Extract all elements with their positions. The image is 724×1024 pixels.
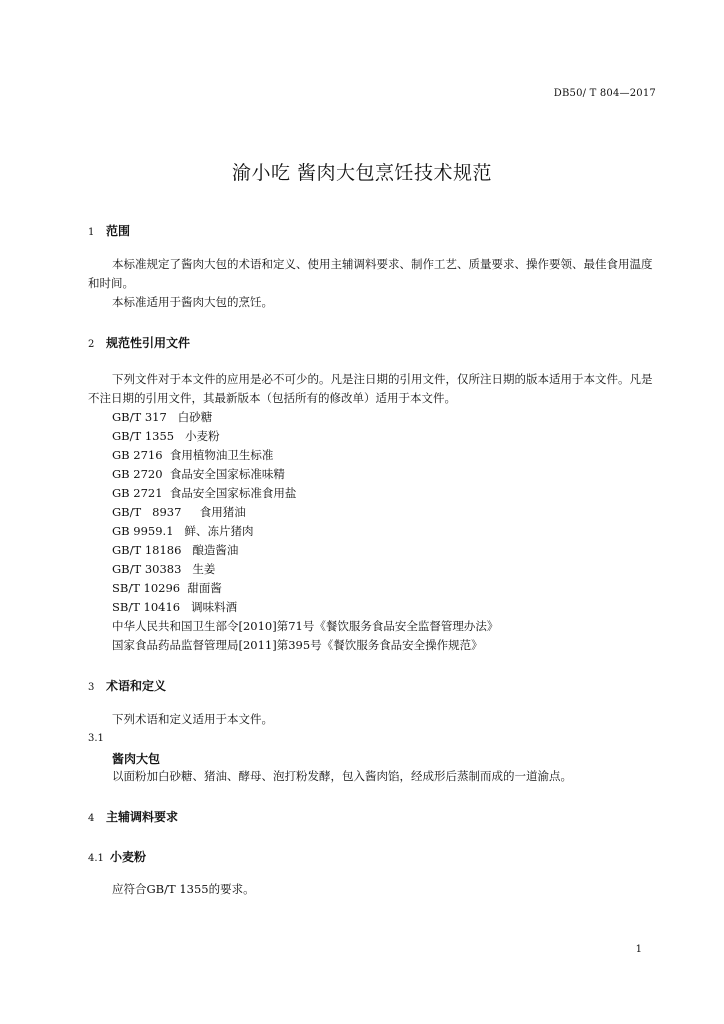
section-heading-3 [88, 677, 166, 694]
term-name: 酱肉大包 [112, 752, 161, 766]
normative-intro-paragraph [88, 370, 660, 408]
section-title: 主辅调料要求 [106, 810, 179, 824]
section-heading-2 [88, 334, 190, 351]
scope-paragraph-1 [88, 255, 660, 293]
reference-item: GB 2720 食品安全国家标准味精 [112, 467, 285, 481]
document-title: 渝小吃 酱肉大包烹饪技术规范 [231, 162, 493, 184]
document-code: DB50/ T 804—2017 [553, 88, 656, 99]
section-number: 2 [88, 339, 95, 350]
reference-item: GB/T 30383 生姜 [112, 562, 216, 576]
section-title: 范围 [106, 224, 131, 238]
terms-intro-paragraph [88, 710, 660, 729]
paragraph-text: 下列文件对于本文件的应用是必不可少的。凡是注日期的引用文件，仅所注日期的版本适用于本文件。凡是不注日期的引用文件，其最新版本（包括所有的修改单）适用于本文件。 [88, 372, 653, 405]
section-number: 3 [88, 682, 95, 693]
paragraph-text: 下列术语和定义适用于本文件。 [112, 712, 273, 726]
reference-item: SB/T 10416 调味料酒 [112, 600, 238, 614]
reference-item: GB/T 1355 小麦粉 [112, 429, 220, 443]
section-heading-4 [88, 808, 178, 825]
section-number: 1 [88, 227, 95, 238]
reference-item: SB/T 10296 甜面酱 [112, 581, 222, 595]
reference-item: GB/T 18186 酿造酱油 [112, 543, 239, 557]
section-title: 术语和定义 [106, 679, 167, 693]
subsection-heading-4-1 [88, 848, 146, 865]
scope-paragraph-2 [88, 293, 660, 312]
page-number: 1 [635, 944, 642, 955]
reference-item: GB/T 317 白砂糖 [112, 410, 213, 424]
paragraph-text: 应符合GB/T 1355的要求。 [112, 882, 255, 896]
term-definition: 以面粉加白砂糖、猪油、酵母、泡打粉发酵，包入酱肉馅，经成形后蒸制而成的一道渝点。 [112, 769, 572, 783]
section-number: 4 [88, 813, 95, 824]
reference-item: GB 9959.1 鲜、冻片猪肉 [112, 524, 254, 538]
wheat-flour-paragraph [88, 880, 660, 899]
subsection-title: 小麦粉 [110, 850, 147, 864]
paragraph-text: 本标准适用于酱肉大包的烹饪。 [112, 295, 273, 309]
reference-item: 国家食品药品监督管理局[2011]第395号《餐饮服务食品安全操作规范》 [112, 638, 483, 652]
reference-item: GB/T 8937 食用猪油 [112, 505, 246, 519]
section-title: 规范性引用文件 [106, 336, 191, 350]
term-number: 3.1 [88, 733, 104, 744]
reference-item: GB 2716 食用植物油卫生标准 [112, 448, 274, 462]
reference-item: GB 2721 食品安全国家标准食用盐 [112, 486, 297, 500]
paragraph-text: 本标准规定了酱肉大包的术语和定义、使用主辅调料要求、制作工艺、质量要求、操作要领、最佳食用温度和时间。 [88, 257, 653, 290]
subsection-number: 4.1 [88, 853, 104, 864]
section-heading-1 [88, 222, 130, 239]
reference-item: 中华人民共和国卫生部令[2010]第71号《餐饮服务食品安全监督管理办法》 [112, 619, 499, 633]
